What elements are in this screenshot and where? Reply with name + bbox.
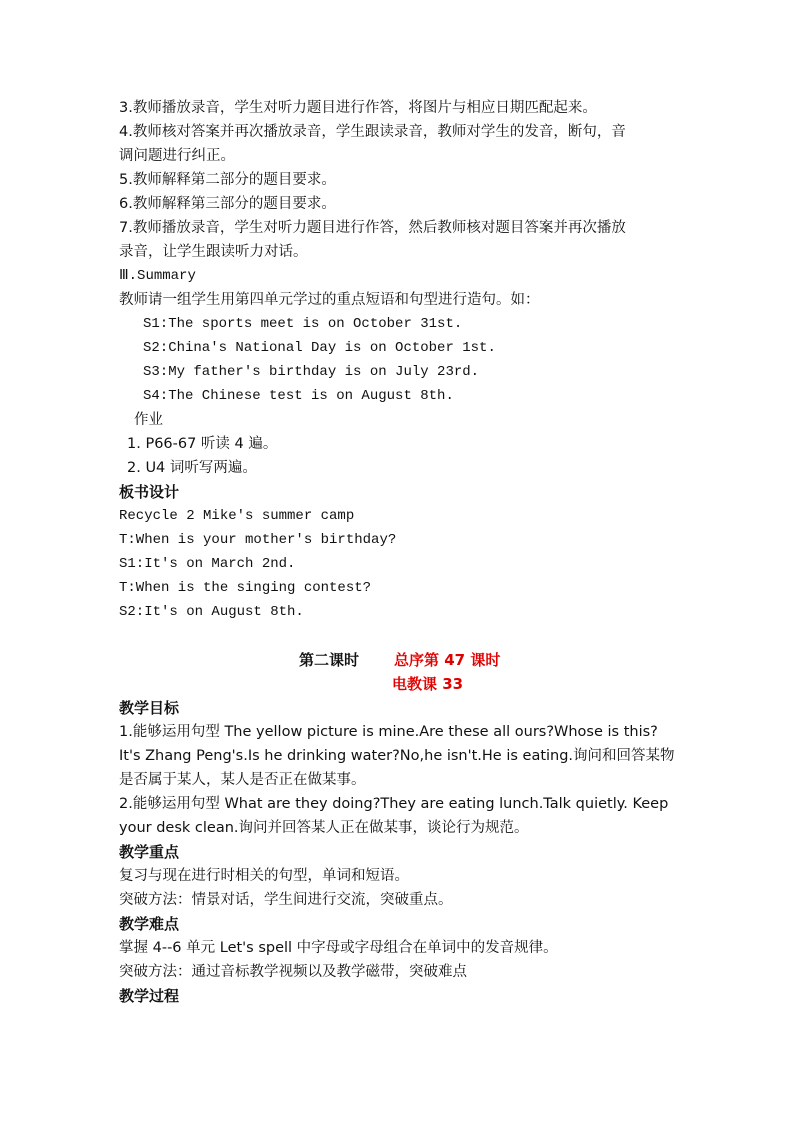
step-7: 7.教师播放录音，学生对听力题目进行作答，然后教师核对题目答案并再次播放 [119, 220, 626, 236]
lesson-av-number: 电教课 33 [392, 675, 464, 693]
difficult-points-heading: 教学难点 [119, 915, 180, 933]
key-point-2: 突破方法：情景对话，学生间进行交流，突破重点。 [119, 892, 453, 908]
goals-heading: 教学目标 [119, 699, 180, 717]
step-7-cont: 录音，让学生跟读听力对话。 [119, 244, 308, 260]
lesson-title-row [119, 648, 679, 672]
example-s4: S4:The Chinese test is on August 8th. [143, 388, 454, 404]
board-line-5: S2:It's on August 8th. [119, 604, 304, 620]
board-line-3: S1:It's on March 2nd. [119, 556, 296, 572]
lesson-period: 第二课时 [299, 651, 360, 669]
homework-heading: 作业 [134, 412, 163, 428]
homework-item-2: 2. U4 词听写两遍。 [127, 460, 257, 476]
document-page [119, 96, 679, 1008]
example-s3: S3:My father's birthday is on July 23rd. [143, 364, 480, 380]
key-points-heading: 教学重点 [119, 843, 180, 861]
board-line-1: Recycle 2 Mike's summer camp [119, 508, 355, 524]
process-heading: 教学过程 [119, 987, 180, 1005]
summary-heading: Ⅲ.Summary [119, 268, 196, 284]
goal-2: 2.能够运用句型 What are they doing?They are eating lunch.Talk quietly. Keep your desk clean.询问并回答某人正在做某事，谈论行为规范。 [119, 796, 669, 836]
step-6: 6.教师解释第三部分的题目要求。 [119, 196, 336, 212]
step-4-cont: 调问题进行纠正。 [119, 148, 235, 164]
step-5: 5.教师解释第二部分的题目要求。 [119, 172, 336, 188]
homework-item-1: 1. P66-67 听读 4 遍。 [127, 436, 278, 452]
lesson-total-number: 总序第 47 课时 [394, 651, 501, 669]
lesson-av-row [119, 672, 679, 696]
step-4: 4.教师核对答案并再次播放录音，学生跟读录音，教师对学生的发音，断句，音 [119, 124, 626, 140]
board-design-heading: 板书设计 [119, 483, 180, 501]
key-point-1: 复习与现在进行时相关的句型，单词和短语。 [119, 868, 409, 884]
example-s2: S2:China's National Day is on October 1st. [143, 340, 496, 356]
goal-1: 1.能够运用句型 The yellow picture is mine.Are these all ours?Whose is this?It's Zhang Peng's.Is he drinking water?No,he isn't.He is eating.询问和回答某物是否属于某人，某人是否正在做某事。 [119, 724, 675, 788]
summary-intro: 教师请一组学生用第四单元学过的重点短语和句型进行造句。如： [119, 292, 540, 308]
example-s1: S1:The sports meet is on October 31st. [143, 316, 463, 332]
step-3: 3.教师播放录音，学生对听力题目进行作答，将图片与相应日期匹配起来。 [119, 100, 597, 116]
difficult-point-1: 掌握 4--6 单元 Let's spell 中字母或字母组合在单词中的发音规律。 [119, 940, 558, 956]
board-line-4: T:When is the singing contest? [119, 580, 372, 596]
difficult-point-2: 突破方法：通过音标教学视频以及教学磁带，突破难点 [119, 964, 467, 980]
board-line-2: T:When is your mother's birthday? [119, 532, 397, 548]
